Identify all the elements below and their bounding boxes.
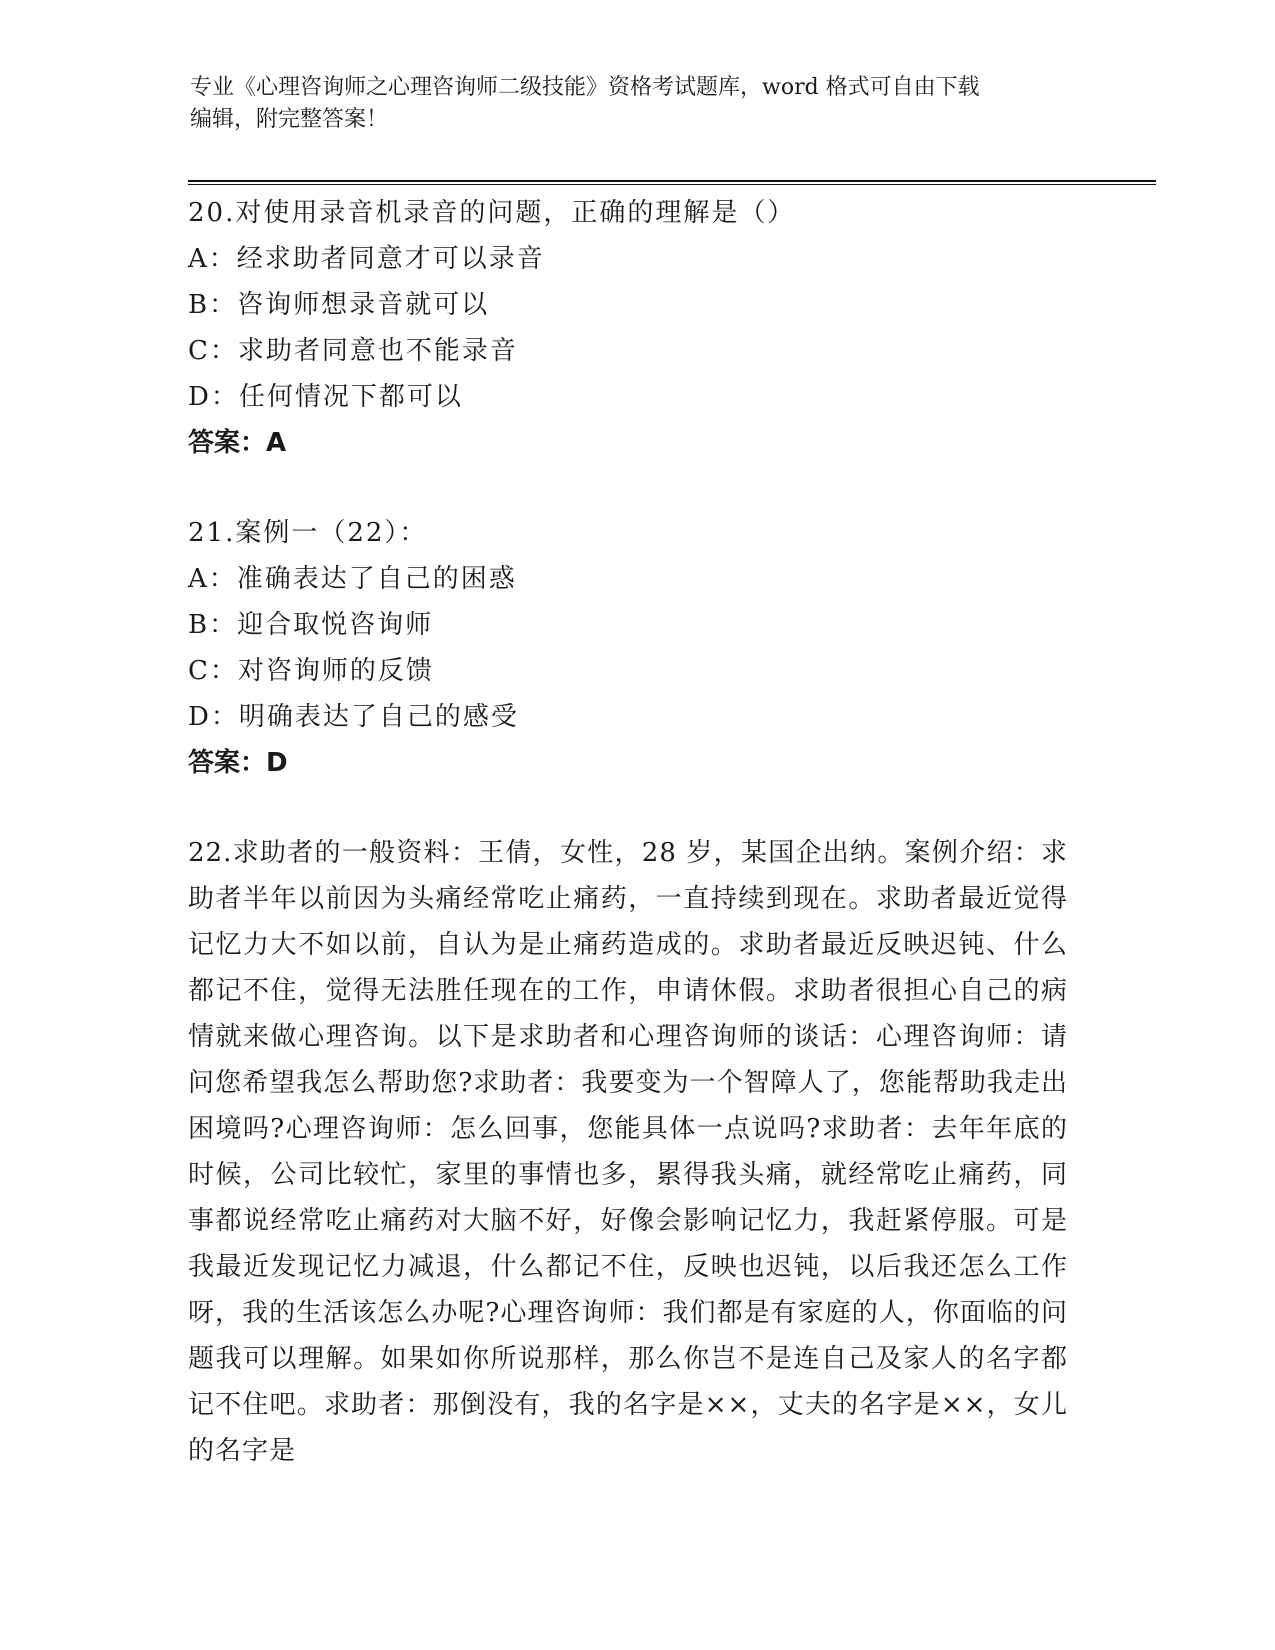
header-line-2: 编辑，附完整答案！ <box>190 107 389 132</box>
option-b: B：咨询师想录音就可以 <box>188 290 490 320</box>
question-21 <box>188 510 1078 786</box>
document-header <box>190 72 1070 136</box>
option-a: A：准确表达了自己的困惑 <box>188 564 517 594</box>
option-a: A：经求助者同意才可以录音 <box>188 244 545 274</box>
option-d: D：任何情况下都可以 <box>188 382 463 412</box>
question-20 <box>188 190 1078 466</box>
header-divider-thin <box>188 184 1156 185</box>
option-b: B：迎合取悦咨询师 <box>188 610 434 640</box>
header-divider-thick <box>188 180 1156 182</box>
option-c: C：对咨询师的反馈 <box>188 656 434 686</box>
answer-label: 答案：A <box>188 428 287 458</box>
answer-label: 答案：D <box>188 748 288 778</box>
option-d: D：明确表达了自己的感受 <box>188 702 519 732</box>
question-22-text: 22.求助者的一般资料：王倩，女性，28 岁，某国企出纳。案例介绍：求助者半年以前因为头痛经常吃止痛药，一直持续到现在。求助者最近觉得记忆力大不如以前，自认为是止痛药造成的。求助者最近反映迟钝、什么都记不住，觉得无法胜任现在的工作，申请休假。求助者很担心自己的病情就来做心理咨询。以下是求助者和心理咨询师的谈话：心理咨询师：请问您希望我怎么帮助您?求助者：我要变为一个智障人了，您能帮助我走出困境吗?心理咨询师：怎么回事，您能具体一点说吗?求助者：去年年底的时候，公司比较忙，家里的事情也多，累得我头痛，就经常吃止痛药，同事都说经常吃止痛药对大脑不好，好像会影响记忆力，我赶紧停服。可是我最近发现记忆力减退，什么都记不住，反映也迟钝，以后我还怎么工作呀，我的生活该怎么办呢?心理咨询师：我们都是有家庭的人，你面临的问题我可以理解。如果如你所说那样，那么你岂不是连自己及家人的名字都记不住吧。求助者：那倒没有，我的名字是××，丈夫的名字是××，女儿的名字是 <box>188 838 1068 1466</box>
question-stem: 21.案例一（22）： <box>188 518 428 548</box>
header-line-1: 专业《心理咨询师之心理咨询师二级技能》资格考试题库，word 格式可自由下载 <box>190 75 980 100</box>
question-stem: 20.对使用录音机录音的问题，正确的理解是（） <box>188 198 796 228</box>
option-c: C：求助者同意也不能录音 <box>188 336 518 366</box>
question-list <box>188 190 1078 1474</box>
